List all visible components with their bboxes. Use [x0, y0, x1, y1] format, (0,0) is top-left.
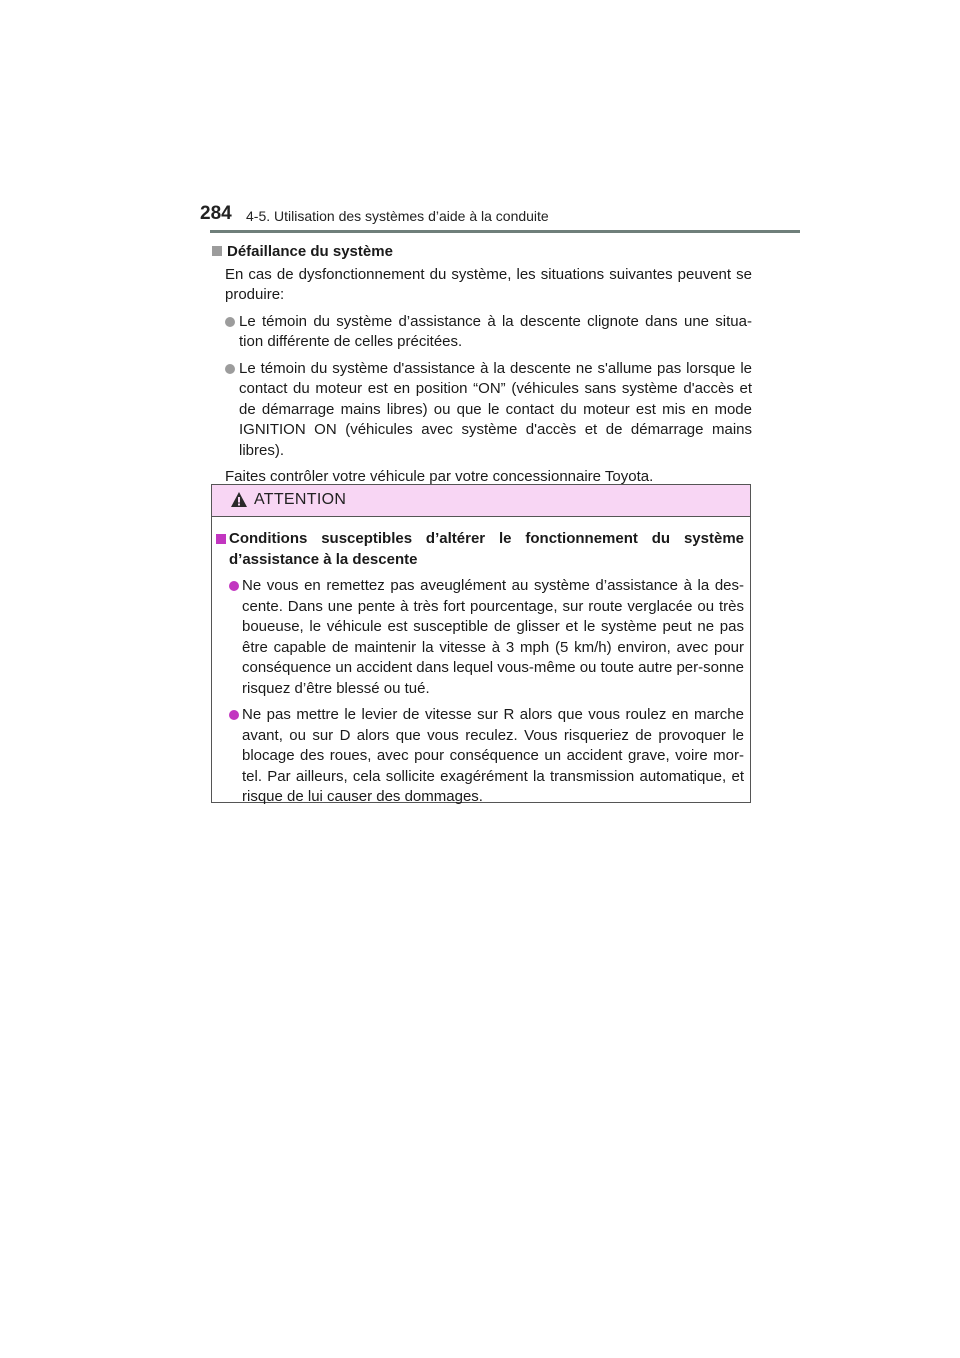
attention-body: [212, 517, 750, 808]
list-item: [212, 312, 752, 353]
list-item: [215, 705, 744, 808]
malfunction-section: [212, 242, 752, 488]
attention-box: [211, 484, 751, 803]
square-bullet-icon: [212, 246, 222, 256]
list-item: [215, 576, 744, 699]
list-item: [212, 359, 752, 462]
attention-heading-text: Conditions susceptibles d’altérer le fonctionnement du système d’assistance à la descente: [229, 530, 744, 568]
malfunction-intro: En cas de dysfonctionnement du système, les situations suivantes peuvent se produire:: [225, 265, 752, 303]
list-item-text: Le témoin du système d'assistance à la descente ne s'allume pas lorsque le contact du moteur est en position “ON” (véhicules sans système d'accès et de démarrage mains libres) ou que le contact du moteur est mis en mode IGNITION ON (véhicules avec système d'accès et de démarrage mains libres).: [239, 359, 752, 459]
page-number: 284: [200, 203, 232, 224]
malfunction-heading-text: Défaillance du système: [227, 243, 393, 260]
circle-bullet-icon: [225, 317, 235, 327]
square-bullet-icon: [216, 534, 226, 544]
header-divider: [210, 230, 800, 233]
list-item-text: Ne vous en remettez pas aveuglément au système d’assistance à la des-cente. Dans une pente à très fort pourcentage, sur route verglacée ou très boueuse, le véhicule est susceptible de glisser et le système peut ne pas être capable de maintenir la vitesse à 3 mph (5 km/h) environ, avec pour conséquence un accident dans lequel vous-même ou toute autre per-sonne risquez d’être blessé ou tué.: [242, 577, 744, 697]
circle-bullet-icon: [225, 364, 235, 374]
list-item-text: Ne pas mettre le levier de vitesse sur R alors que vous roulez en marche avant, ou sur D alors que vous reculez. Vous risqueriez de provoquer le blocage des roues, avec pour conséquence un accident grave, voire mor-tel. Par ailleurs, cela sollicite exagérément la transmission automatique, et risque de lui causer des dommages.: [242, 706, 744, 805]
attention-title: ATTENTION: [254, 491, 347, 508]
list-item-text: Le témoin du système d’assistance à la descente clignote dans une situa-tion différente de celles précitées.: [239, 312, 752, 350]
circle-bullet-icon: [229, 581, 239, 591]
warning-icon: [230, 491, 248, 508]
malfunction-closing: Faites contrôler votre véhicule par votre concessionnaire Toyota.: [225, 468, 654, 485]
attention-header: [212, 485, 750, 517]
circle-bullet-icon: [229, 710, 239, 720]
attention-heading: [215, 529, 744, 570]
malfunction-heading: [212, 242, 752, 263]
section-title: 4-5. Utilisation des systèmes d’aide à la conduite: [246, 208, 549, 224]
